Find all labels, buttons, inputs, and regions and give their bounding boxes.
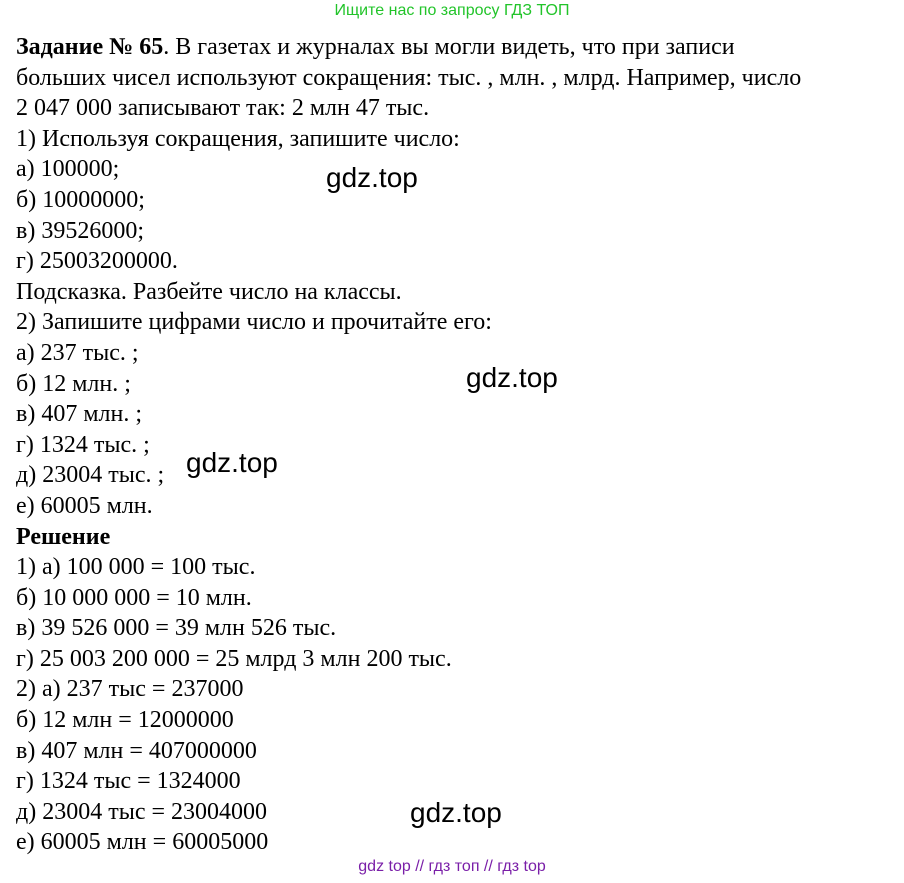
solution-line: д) 23004 тыс = 23004000 (16, 798, 268, 825)
part2-item: а) 237 тыс. ; (16, 339, 139, 366)
part2-item: е) 60005 млн. (16, 492, 153, 519)
part2-item: д) 23004 тыс. ; (16, 462, 165, 489)
footer-text: gdz top // гдз топ // гдз top (358, 858, 546, 875)
solution-line: в) 407 млн = 407000000 (16, 737, 257, 764)
solution-line: б) 12 млн = 12000000 (16, 707, 234, 734)
part2-item: г) 1324 тыс. ; (16, 431, 150, 458)
part2-item: в) 407 млн. ; (16, 401, 142, 428)
part1-item: в) 39526000; (16, 217, 144, 244)
header-banner: Ищите нас по запросу ГДЗ ТОП (334, 2, 570, 19)
watermark-text: gdz.top (410, 797, 502, 828)
task-intro-line-3: 2 047 000 записывают так: 2 млн 47 тыс. (16, 95, 430, 122)
part2-item: б) 12 млн. ; (16, 370, 131, 397)
solution-line: 2) а) 237 тыс = 237000 (16, 676, 244, 703)
hint: Подсказка. Разбейте число на классы. (16, 278, 402, 305)
part2-heading: 2) Запишите цифрами число и прочитайте его: (16, 309, 492, 336)
task-intro-rest: . В газетах и журналах вы могли видеть, что при записи (163, 34, 735, 60)
task-title: Задание № 65 (16, 34, 164, 60)
part1-item: б) 10000000; (16, 186, 145, 213)
solution-line: г) 25 003 200 000 = 25 млрд 3 млн 200 тыс. (16, 645, 452, 672)
watermark-text: gdz.top (326, 162, 418, 193)
solution-line: в) 39 526 000 = 39 млн 526 тыс. (16, 615, 337, 642)
task-intro-line-1 (16, 32, 896, 63)
solution-line: е) 60005 млн = 60005000 (16, 829, 269, 856)
solution-line: г) 1324 тыс = 1324000 (16, 768, 241, 795)
watermark-text: gdz.top (186, 447, 278, 478)
solution-heading: Решение (16, 523, 111, 550)
solution-line: 1) а) 100 000 = 100 тыс. (16, 554, 256, 581)
task-intro-line-2: больших чисел используют сокращения: тыс. , млн. , млрд. Например, число (16, 64, 802, 91)
part1-item: г) 25003200000. (16, 248, 178, 275)
solution-line: б) 10 000 000 = 10 млн. (16, 584, 252, 611)
watermark-text: gdz.top (466, 362, 558, 393)
task-content (16, 32, 896, 858)
part1-item: а) 100000; (16, 156, 120, 183)
part1-heading: 1) Используя сокращения, запишите число: (16, 125, 460, 152)
